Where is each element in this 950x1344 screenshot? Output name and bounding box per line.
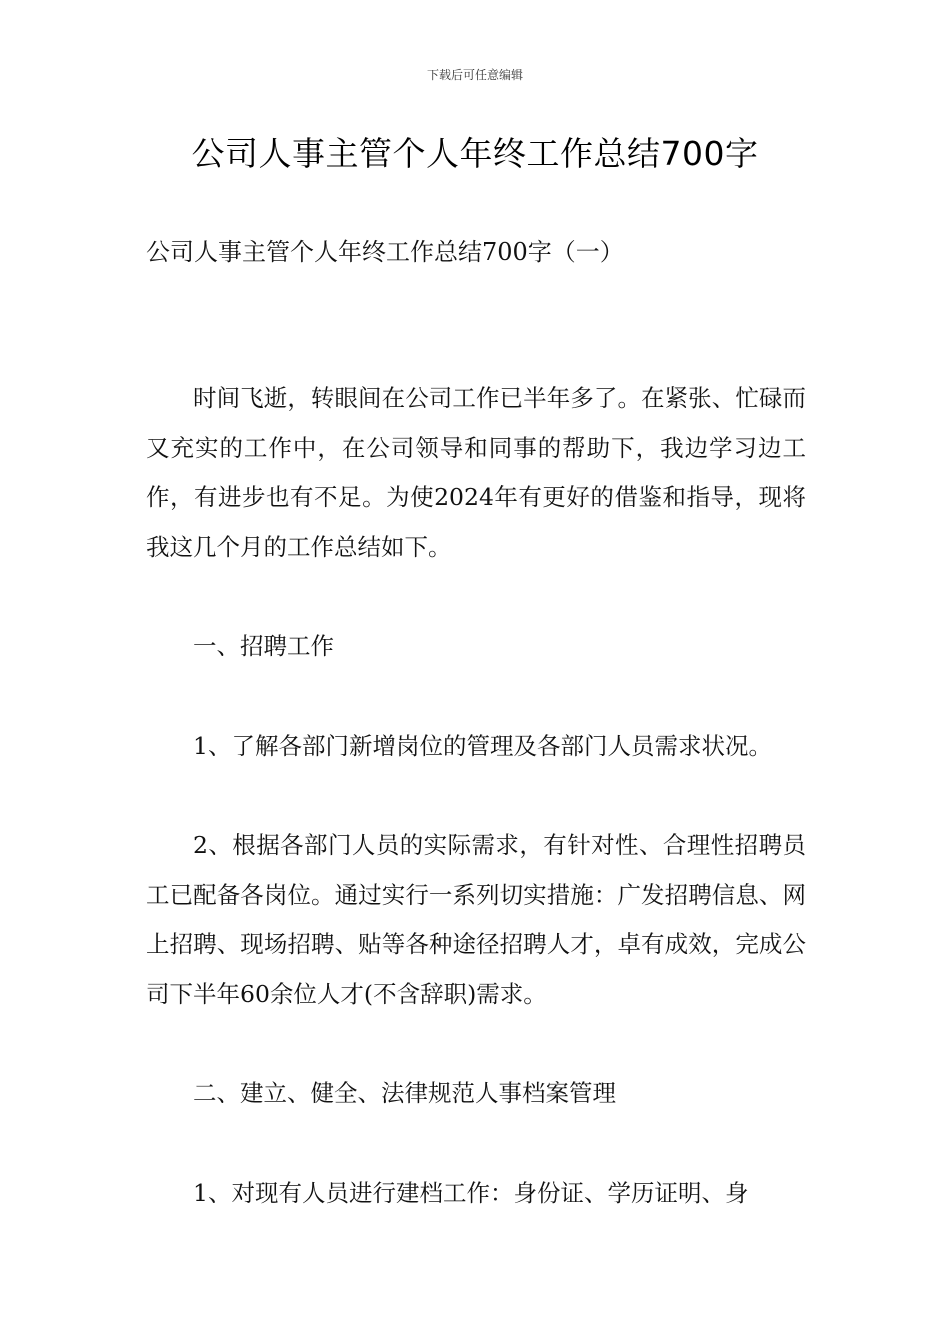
paragraph-recruitment-1: 1、了解各部门新增岗位的管理及各部门人员需求状况。 xyxy=(193,731,772,760)
document-title: 公司人事主管个人年终工作总结700字 xyxy=(191,134,759,173)
document-body xyxy=(146,374,806,1218)
paragraph-recruitment-2: 2、根据各部门人员的实际需求，有针对性、合理性招聘员工已配备各岗位。通过实行一系列切实措施：广发招聘信息、网上招聘、现场招聘、贴等各种途径招聘人才，卓有成效，完成公司下半年60余位人才(不含辞职)需求。 xyxy=(146,831,806,1008)
heading-archives: 二、建立、健全、法律规范人事档案管理 xyxy=(193,1079,616,1107)
paragraph-intro: 时间飞逝，转眼间在公司工作已半年多了。在紧张、忙碌而又充实的工作中，在公司领导和同事的帮助下，我边学习边工作，有进步也有不足。为使2024年有更好的借鉴和指导，现将我这几个月的工作总结如下。 xyxy=(146,384,806,561)
heading-recruitment: 一、招聘工作 xyxy=(193,632,334,660)
paragraph-archives-1: 1、对现有人员进行建档工作：身份证、学历证明、身 xyxy=(193,1178,749,1207)
header-note: 下载后可任意编辑 xyxy=(426,68,523,82)
section-title: 公司人事主管个人年终工作总结700字（一） xyxy=(146,238,624,266)
